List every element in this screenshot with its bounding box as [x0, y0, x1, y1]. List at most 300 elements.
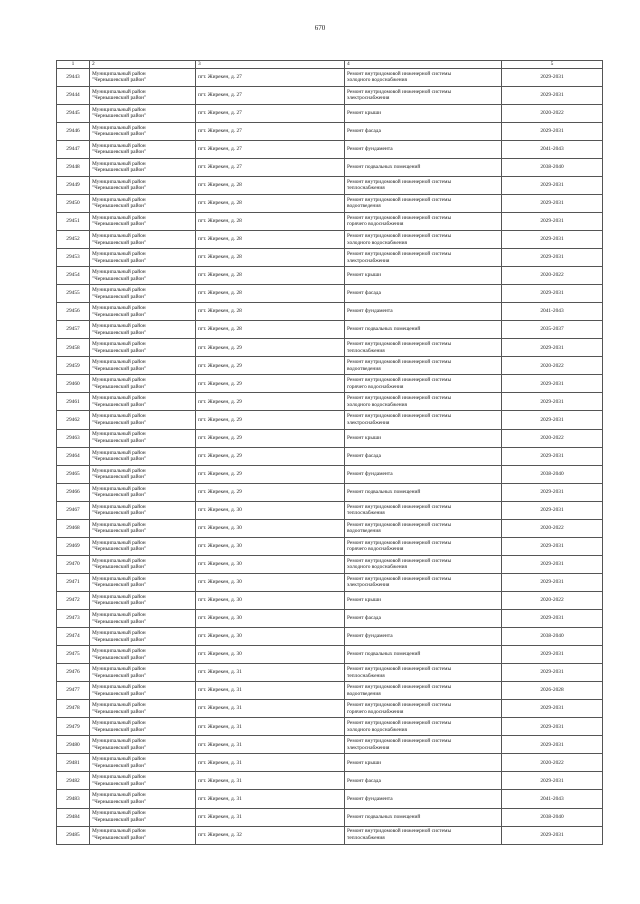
district-line-1: Муниципальный район: [92, 575, 146, 582]
district-line-2: "Чернышевский район": [92, 492, 147, 499]
work-type-cell: [345, 519, 502, 537]
district-cell: [90, 249, 196, 267]
work-type-cell: [345, 610, 502, 628]
address-cell: пгт. Жирекен, д. 27: [196, 140, 345, 158]
work-type-line-1: Ремонт фундамента: [347, 633, 393, 640]
work-type-line-1: Ремонт крыши: [347, 597, 381, 604]
work-type-line-2: водоотведения: [347, 365, 381, 372]
district-line-1: Муниципальный район: [92, 196, 146, 203]
table-row: [57, 483, 603, 501]
work-type-cell: [345, 303, 502, 321]
row-number-cell: 29444: [57, 86, 90, 104]
table-row: [57, 808, 603, 826]
work-type-line-2: электроснабжения: [347, 744, 390, 751]
district-cell: [90, 429, 196, 447]
work-type-cell: [345, 808, 502, 826]
district-line-2: "Чернышевский район": [92, 293, 147, 300]
period-cell: 2029-2031: [502, 664, 603, 682]
work-type-line-2: водоотведения: [347, 528, 381, 535]
table-row: [57, 826, 603, 844]
district-cell: [90, 375, 196, 393]
row-number-cell: 29465: [57, 465, 90, 483]
work-type-line-1: Ремонт внутридомовой инженерной системы: [347, 684, 452, 691]
district-line-1: Муниципальный район: [92, 214, 146, 221]
district-line-2: "Чернышевский район": [92, 365, 147, 372]
district-line-2: "Чернышевский район": [92, 474, 147, 481]
district-cell: [90, 555, 196, 573]
table-row: [57, 357, 603, 375]
row-number-cell: 29458: [57, 339, 90, 357]
table-row: [57, 321, 603, 339]
period-cell: 2029-2031: [502, 212, 603, 230]
period-cell: 2020-2022: [502, 519, 603, 537]
district-line-2: "Чернышевский район": [92, 420, 147, 426]
district-line-2: "Чернышевский район": [92, 347, 147, 354]
work-type-cell: [345, 375, 502, 393]
work-type-line-2: холодного водоснабжения: [347, 726, 407, 733]
work-type-line-2: электроснабжения: [347, 420, 390, 426]
row-number-cell: 29454: [57, 267, 90, 285]
address-cell: пгт. Жирекен, д. 30: [196, 610, 345, 628]
table-row: [57, 267, 603, 285]
district-line-1: Муниципальный район: [92, 557, 146, 564]
table-row: [57, 610, 603, 628]
period-cell: 2020-2022: [502, 429, 603, 447]
address-cell: пгт. Жирекен, д. 29: [196, 339, 345, 357]
work-type-line-1: Ремонт внутридомовой инженерной системы: [347, 720, 452, 727]
address-cell: пгт. Жирекен, д. 28: [196, 212, 345, 230]
district-line-1: Муниципальный район: [92, 503, 146, 510]
district-cell: [90, 339, 196, 357]
district-cell: [90, 591, 196, 609]
table-header: [57, 61, 603, 69]
period-cell: 2029-2031: [502, 718, 603, 736]
row-number-cell: 29472: [57, 591, 90, 609]
address-cell: пгт. Жирекен, д. 31: [196, 736, 345, 754]
period-cell: 2020-2022: [502, 754, 603, 772]
district-line-1: Муниципальный район: [92, 305, 146, 312]
row-number-cell: 29469: [57, 537, 90, 555]
district-line-2: "Чернышевский район": [92, 77, 147, 84]
row-number-cell: 29460: [57, 375, 90, 393]
period-cell: 2038-2040: [502, 465, 603, 483]
work-type-line-2: холодного водоснабжения: [347, 401, 407, 408]
address-cell: пгт. Жирекен, д. 29: [196, 465, 345, 483]
district-line-1: Муниципальный район: [92, 539, 146, 546]
row-number-cell: 29468: [57, 519, 90, 537]
district-line-2: "Чернышевский район": [92, 167, 147, 174]
table-row: [57, 429, 603, 447]
row-number-cell: 29485: [57, 826, 90, 844]
district-line-1: Муниципальный район: [92, 810, 146, 817]
address-cell: пгт. Жирекен, д. 29: [196, 393, 345, 411]
period-cell: 2029-2031: [502, 176, 603, 194]
row-number-cell: 29479: [57, 718, 90, 736]
table-row: [57, 790, 603, 808]
district-line-2: "Чернышевский район": [92, 672, 147, 679]
row-number-cell: 29475: [57, 646, 90, 664]
work-type-line-1: Ремонт фасада: [347, 615, 381, 622]
district-line-2: "Чернышевский район": [92, 564, 147, 571]
row-number-cell: 29483: [57, 790, 90, 808]
work-type-cell: [345, 357, 502, 375]
work-type-line-1: Ремонт внутридомовой инженерной системы: [347, 88, 452, 95]
district-cell: [90, 610, 196, 628]
district-line-1: Муниципальный район: [92, 792, 146, 799]
work-type-cell: [345, 393, 502, 411]
district-line-2: "Чернышевский район": [92, 636, 147, 643]
table-row: [57, 411, 603, 429]
address-cell: пгт. Жирекен, д. 28: [196, 321, 345, 339]
district-line-1: Муниципальный район: [92, 124, 146, 131]
district-line-2: "Чернышевский район": [92, 221, 147, 228]
period-cell: 2029-2031: [502, 772, 603, 790]
district-cell: [90, 267, 196, 285]
row-number-cell: 29452: [57, 231, 90, 249]
work-type-line-2: горячего водоснабжения: [347, 546, 404, 553]
district-line-2: "Чернышевский район": [92, 654, 147, 661]
work-type-line-1: Ремонт внутридомовой инженерной системы: [347, 196, 452, 203]
work-type-cell: [345, 429, 502, 447]
district-cell: [90, 790, 196, 808]
work-type-cell: [345, 249, 502, 267]
table-row: [57, 754, 603, 772]
work-type-cell: [345, 646, 502, 664]
district-line-1: Муниципальный район: [92, 160, 146, 167]
table-row: [57, 718, 603, 736]
row-number-cell: 29447: [57, 140, 90, 158]
period-cell: 2029-2031: [502, 573, 603, 591]
period-cell: 2020-2022: [502, 104, 603, 122]
address-cell: пгт. Жирекен, д. 28: [196, 285, 345, 303]
work-type-line-1: Ремонт внутридомовой инженерной системы: [347, 232, 452, 239]
work-type-cell: [345, 104, 502, 122]
table-row: [57, 303, 603, 321]
district-line-2: "Чернышевский район": [92, 131, 147, 138]
work-type-cell: [345, 772, 502, 790]
work-type-line-2: холодного водоснабжения: [347, 77, 407, 84]
work-type-cell: [345, 158, 502, 176]
work-type-cell: [345, 537, 502, 555]
row-number-cell: 29480: [57, 736, 90, 754]
district-line-2: "Чернышевский район": [92, 690, 147, 697]
work-type-cell: [345, 194, 502, 212]
table-row: [57, 194, 603, 212]
row-number-cell: 29484: [57, 808, 90, 826]
table-row: [57, 231, 603, 249]
period-cell: 2029-2031: [502, 610, 603, 628]
address-cell: пгт. Жирекен, д. 29: [196, 447, 345, 465]
work-type-cell: [345, 411, 502, 429]
period-cell: 2041-2043: [502, 303, 603, 321]
address-cell: пгт. Жирекен, д. 31: [196, 808, 345, 826]
page-number: 670: [314, 24, 326, 32]
district-line-1: Муниципальный район: [92, 178, 146, 185]
district-line-2: "Чернышевский район": [92, 95, 147, 102]
address-cell: пгт. Жирекен, д. 29: [196, 483, 345, 501]
district-cell: [90, 718, 196, 736]
district-line-1: Муниципальный район: [92, 738, 146, 745]
work-type-cell: [345, 321, 502, 339]
work-type-cell: [345, 447, 502, 465]
work-type-cell: [345, 122, 502, 140]
work-type-line-1: Ремонт внутридомовой инженерной системы: [347, 521, 452, 528]
work-type-cell: [345, 465, 502, 483]
work-type-line-1: Ремонт крыши: [347, 759, 381, 766]
period-cell: 2038-2040: [502, 808, 603, 826]
district-line-2: "Чернышевский район": [92, 600, 147, 607]
period-cell: 2035-2037: [502, 321, 603, 339]
period-cell: 2029-2031: [502, 194, 603, 212]
table-row: [57, 104, 603, 122]
district-cell: [90, 808, 196, 826]
row-number-cell: 29471: [57, 573, 90, 591]
table-row: [57, 519, 603, 537]
work-type-cell: [345, 140, 502, 158]
period-cell: 2029-2031: [502, 555, 603, 573]
district-line-1: Муниципальный район: [92, 431, 146, 438]
district-line-2: "Чернышевский район": [92, 582, 147, 589]
row-number-cell: 29470: [57, 555, 90, 573]
row-number-cell: 29457: [57, 321, 90, 339]
table-row: [57, 68, 603, 86]
work-type-cell: [345, 754, 502, 772]
row-number-cell: 29482: [57, 772, 90, 790]
address-cell: пгт. Жирекен, д. 27: [196, 104, 345, 122]
row-number-cell: 29476: [57, 664, 90, 682]
district-line-1: Муниципальный район: [92, 142, 146, 149]
work-type-cell: [345, 736, 502, 754]
row-number-cell: 29450: [57, 194, 90, 212]
district-line-1: Муниципальный район: [92, 684, 146, 691]
table-row: [57, 140, 603, 158]
district-line-1: Муниципальный район: [92, 593, 146, 600]
district-line-2: "Чернышевский район": [92, 744, 147, 751]
address-cell: пгт. Жирекен, д. 32: [196, 826, 345, 844]
district-line-1: Муниципальный район: [92, 341, 146, 348]
address-cell: пгт. Жирекен, д. 28: [196, 231, 345, 249]
row-number-cell: 29481: [57, 754, 90, 772]
table-row: [57, 158, 603, 176]
work-type-cell: [345, 231, 502, 249]
period-cell: 2029-2031: [502, 122, 603, 140]
table-row: [57, 465, 603, 483]
work-type-line-1: Ремонт внутридомовой инженерной системы: [347, 377, 452, 384]
district-line-2: "Чернышевский район": [92, 239, 147, 246]
district-cell: [90, 826, 196, 844]
district-cell: [90, 158, 196, 176]
district-cell: [90, 321, 196, 339]
district-cell: [90, 104, 196, 122]
work-type-line-1: Ремонт внутридомовой инженерной системы: [347, 395, 452, 402]
work-type-line-1: Ремонт внутридомовой инженерной системы: [347, 413, 452, 420]
district-line-2: "Чернышевский район": [92, 726, 147, 733]
table-row: [57, 700, 603, 718]
period-cell: 2029-2031: [502, 537, 603, 555]
address-cell: пгт. Жирекен, д. 27: [196, 86, 345, 104]
district-line-1: Муниципальный район: [92, 629, 146, 636]
work-type-line-1: Ремонт подвальных помещений: [347, 651, 421, 658]
district-line-2: "Чернышевский район": [92, 401, 147, 408]
row-number-cell: 29464: [57, 447, 90, 465]
header-row: [57, 61, 603, 69]
work-type-line-2: горячего водоснабжения: [347, 383, 404, 390]
district-line-2: "Чернышевский район": [92, 780, 147, 787]
row-number-cell: 29462: [57, 411, 90, 429]
district-line-1: Муниципальный район: [92, 828, 146, 835]
table-row: [57, 664, 603, 682]
work-type-line-1: Ремонт внутридомовой инженерной системы: [347, 503, 452, 510]
district-line-1: Муниципальный район: [92, 395, 146, 402]
work-type-line-2: теплоснабжения: [347, 672, 385, 679]
address-cell: пгт. Жирекен, д. 30: [196, 628, 345, 646]
district-line-2: "Чернышевский район": [92, 149, 147, 156]
district-cell: [90, 646, 196, 664]
work-type-line-1: Ремонт внутридомовой инженерной системы: [347, 250, 452, 257]
row-number-cell: 29449: [57, 176, 90, 194]
row-number-cell: 29473: [57, 610, 90, 628]
table-row: [57, 176, 603, 194]
work-type-cell: [345, 176, 502, 194]
address-cell: пгт. Жирекен, д. 28: [196, 249, 345, 267]
period-cell: 2029-2031: [502, 285, 603, 303]
work-type-line-1: Ремонт подвальных помещений: [347, 813, 421, 820]
table-row: [57, 249, 603, 267]
address-cell: пгт. Жирекен, д. 28: [196, 194, 345, 212]
address-cell: пгт. Жирекен, д. 30: [196, 646, 345, 664]
period-cell: 2029-2031: [502, 646, 603, 664]
district-line-2: "Чернышевский район": [92, 438, 147, 445]
period-cell: 2029-2031: [502, 68, 603, 86]
district-cell: [90, 176, 196, 194]
work-type-line-2: горячего водоснабжения: [347, 708, 404, 715]
district-line-1: Муниципальный район: [92, 449, 146, 456]
work-type-cell: [345, 483, 502, 501]
district-line-1: Муниципальный район: [92, 377, 146, 384]
row-number-cell: 29445: [57, 104, 90, 122]
table-row: [57, 375, 603, 393]
district-cell: [90, 664, 196, 682]
address-cell: пгт. Жирекен, д. 28: [196, 176, 345, 194]
work-type-cell: [345, 682, 502, 700]
district-line-1: Муниципальный район: [92, 702, 146, 709]
district-line-1: Муниципальный район: [92, 720, 146, 727]
work-type-line-1: Ремонт внутридомовой инженерной системы: [347, 828, 452, 835]
district-line-1: Муниципальный район: [92, 269, 146, 276]
work-type-cell: [345, 718, 502, 736]
address-cell: пгт. Жирекен, д. 27: [196, 158, 345, 176]
row-number-cell: 29448: [57, 158, 90, 176]
address-cell: пгт. Жирекен, д. 30: [196, 555, 345, 573]
period-cell: 2029-2031: [502, 249, 603, 267]
district-line-2: "Чернышевский район": [92, 456, 147, 463]
district-cell: [90, 754, 196, 772]
district-line-1: Муниципальный район: [92, 648, 146, 655]
row-number-cell: 29443: [57, 68, 90, 86]
row-number-cell: 29474: [57, 628, 90, 646]
district-line-2: "Чернышевский район": [92, 817, 147, 824]
header-col-3: 3: [196, 61, 345, 69]
period-cell: 2041-2043: [502, 790, 603, 808]
work-type-line-2: теплоснабжения: [347, 510, 385, 517]
work-type-line-2: горячего водоснабжения: [347, 221, 404, 228]
work-type-cell: [345, 664, 502, 682]
row-number-cell: 29453: [57, 249, 90, 267]
work-type-line-2: теплоснабжения: [347, 835, 385, 842]
work-type-cell: [345, 501, 502, 519]
district-line-2: "Чернышевский район": [92, 203, 147, 210]
row-number-cell: 29446: [57, 122, 90, 140]
table-row: [57, 393, 603, 411]
district-cell: [90, 285, 196, 303]
work-type-line-2: электроснабжения: [347, 582, 390, 589]
district-cell: [90, 393, 196, 411]
table-row: [57, 591, 603, 609]
district-line-2: "Чернышевский район": [92, 618, 147, 625]
district-cell: [90, 357, 196, 375]
work-type-cell: [345, 700, 502, 718]
address-cell: пгт. Жирекен, д. 30: [196, 537, 345, 555]
table-row: [57, 86, 603, 104]
address-cell: пгт. Жирекен, д. 29: [196, 411, 345, 429]
work-type-cell: [345, 285, 502, 303]
district-line-1: Муниципальный район: [92, 611, 146, 618]
period-cell: 2020-2022: [502, 357, 603, 375]
address-cell: пгт. Жирекен, д. 30: [196, 591, 345, 609]
work-type-cell: [345, 212, 502, 230]
period-cell: 2038-2040: [502, 628, 603, 646]
table-row: [57, 122, 603, 140]
work-type-line-2: холодного водоснабжения: [347, 239, 407, 246]
district-cell: [90, 140, 196, 158]
district-cell: [90, 736, 196, 754]
table-row: [57, 447, 603, 465]
district-line-2: "Чернышевский район": [92, 311, 147, 318]
work-type-line-1: Ремонт подвальных помещений: [347, 164, 421, 171]
period-cell: 2029-2031: [502, 483, 603, 501]
address-cell: пгт. Жирекен, д. 31: [196, 664, 345, 682]
header-col-2: 2: [90, 61, 196, 69]
work-type-cell: [345, 790, 502, 808]
work-type-line-2: электроснабжения: [347, 95, 390, 102]
district-line-1: Муниципальный район: [92, 106, 146, 113]
table-row: [57, 736, 603, 754]
repair-schedule-table-wrap: [56, 60, 585, 845]
district-line-2: "Чернышевский район": [92, 546, 147, 553]
address-cell: пгт. Жирекен, д. 31: [196, 700, 345, 718]
work-type-cell: [345, 339, 502, 357]
district-line-1: Муниципальный район: [92, 359, 146, 366]
row-number-cell: 29478: [57, 700, 90, 718]
work-type-line-1: Ремонт внутридомовой инженерной системы: [347, 359, 452, 366]
district-cell: [90, 537, 196, 555]
row-number-cell: 29461: [57, 393, 90, 411]
district-cell: [90, 682, 196, 700]
work-type-cell: [345, 628, 502, 646]
row-number-cell: 29466: [57, 483, 90, 501]
work-type-line-1: Ремонт внутридомовой инженерной системы: [347, 575, 452, 582]
header-col-5: 5: [502, 61, 603, 69]
table-row: [57, 501, 603, 519]
address-cell: пгт. Жирекен, д. 27: [196, 68, 345, 86]
period-cell: 2029-2031: [502, 339, 603, 357]
period-cell: 2038-2040: [502, 158, 603, 176]
district-line-1: Муниципальный район: [92, 666, 146, 673]
table-row: [57, 573, 603, 591]
work-type-line-1: Ремонт внутридомовой инженерной системы: [347, 341, 452, 348]
work-type-line-1: Ремонт внутридомовой инженерной системы: [347, 666, 452, 673]
work-type-line-1: Ремонт подвальных помещений: [347, 488, 421, 495]
